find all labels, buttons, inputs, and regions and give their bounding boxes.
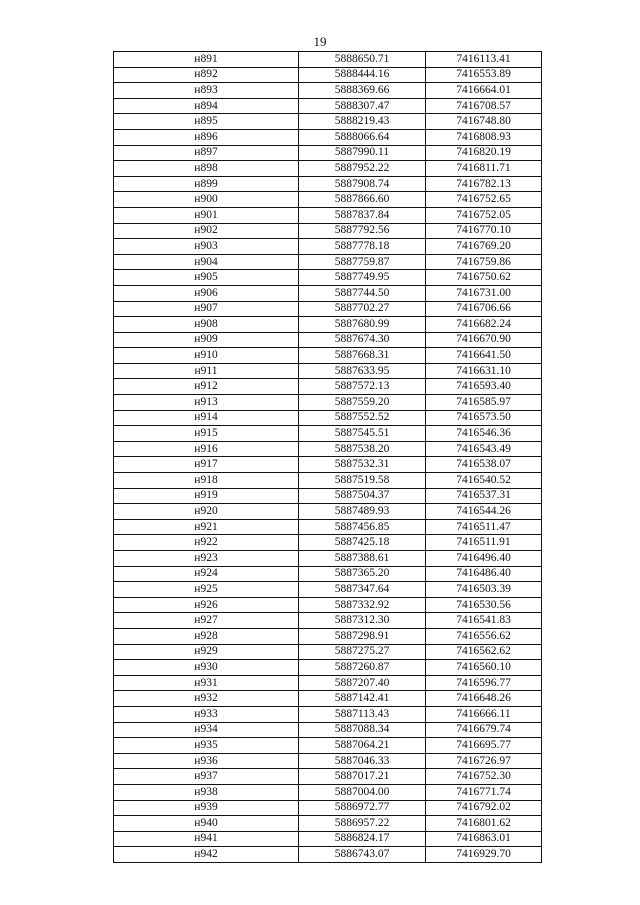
point-id-cell: н905 (114, 270, 299, 286)
table-row (114, 597, 542, 613)
point-id-cell: н909 (114, 332, 299, 348)
point-id-cell: н911 (114, 363, 299, 379)
point-id-cell: н939 (114, 800, 299, 816)
x-coordinate-cell: 5887260.87 (299, 660, 426, 676)
point-id-cell: н895 (114, 114, 299, 130)
x-coordinate-cell: 5887674.30 (299, 332, 426, 348)
point-id-cell: н926 (114, 597, 299, 613)
point-id-cell: н942 (114, 847, 299, 863)
point-id-cell: н918 (114, 473, 299, 489)
y-coordinate-cell: 7416811.71 (426, 161, 542, 177)
table-row (114, 410, 542, 426)
y-coordinate-cell: 7416486.40 (426, 566, 542, 582)
y-coordinate-cell: 7416748.80 (426, 114, 542, 130)
x-coordinate-cell: 5887365.20 (299, 566, 426, 582)
y-coordinate-cell: 7416641.50 (426, 348, 542, 364)
y-coordinate-cell: 7416541.83 (426, 613, 542, 629)
point-id-cell: н907 (114, 301, 299, 317)
table-row (114, 628, 542, 644)
x-coordinate-cell: 5887680.99 (299, 317, 426, 333)
x-coordinate-cell: 5888219.43 (299, 114, 426, 130)
point-id-cell: н930 (114, 660, 299, 676)
x-coordinate-cell: 5886957.22 (299, 816, 426, 832)
point-id-cell: н902 (114, 223, 299, 239)
x-coordinate-cell: 5887559.20 (299, 395, 426, 411)
x-coordinate-cell: 5887504.37 (299, 488, 426, 504)
y-coordinate-cell: 7416556.62 (426, 628, 542, 644)
point-id-cell: н915 (114, 426, 299, 442)
table-row (114, 816, 542, 832)
point-id-cell: н931 (114, 675, 299, 691)
x-coordinate-cell: 5888369.66 (299, 83, 426, 99)
y-coordinate-cell: 7416596.77 (426, 675, 542, 691)
table-row (114, 52, 542, 68)
x-coordinate-cell: 5887572.13 (299, 379, 426, 395)
point-id-cell: н928 (114, 628, 299, 644)
table-row (114, 831, 542, 847)
point-id-cell: н891 (114, 52, 299, 68)
point-id-cell: н934 (114, 722, 299, 738)
table-row (114, 441, 542, 457)
y-coordinate-cell: 7416560.10 (426, 660, 542, 676)
y-coordinate-cell: 7416664.01 (426, 83, 542, 99)
y-coordinate-cell: 7416496.40 (426, 551, 542, 567)
point-id-cell: н937 (114, 769, 299, 785)
y-coordinate-cell: 7416511.91 (426, 535, 542, 551)
y-coordinate-cell: 7416544.26 (426, 504, 542, 520)
point-id-cell: н894 (114, 98, 299, 114)
table-row (114, 317, 542, 333)
x-coordinate-cell: 5887489.93 (299, 504, 426, 520)
table-row (114, 254, 542, 270)
y-coordinate-cell: 7416695.77 (426, 738, 542, 754)
x-coordinate-cell: 5887275.27 (299, 644, 426, 660)
table-row (114, 301, 542, 317)
x-coordinate-cell: 5887778.18 (299, 239, 426, 255)
x-coordinate-cell: 5887088.34 (299, 722, 426, 738)
table-row (114, 332, 542, 348)
table-row (114, 161, 542, 177)
x-coordinate-cell: 5887046.33 (299, 753, 426, 769)
y-coordinate-cell: 7416503.39 (426, 582, 542, 598)
x-coordinate-cell: 5887017.21 (299, 769, 426, 785)
y-coordinate-cell: 7416585.97 (426, 395, 542, 411)
table-row (114, 114, 542, 130)
table-row (114, 176, 542, 192)
x-coordinate-cell: 5887744.50 (299, 285, 426, 301)
table-row (114, 582, 542, 598)
x-coordinate-cell: 5887425.18 (299, 535, 426, 551)
y-coordinate-cell: 7416929.70 (426, 847, 542, 863)
y-coordinate-cell: 7416511.47 (426, 519, 542, 535)
x-coordinate-cell: 5887064.21 (299, 738, 426, 754)
x-coordinate-cell: 5887908.74 (299, 176, 426, 192)
table-row (114, 675, 542, 691)
table-row (114, 363, 542, 379)
y-coordinate-cell: 7416666.11 (426, 706, 542, 722)
table-row (114, 613, 542, 629)
x-coordinate-cell: 5886743.07 (299, 847, 426, 863)
x-coordinate-cell: 5887332.92 (299, 597, 426, 613)
point-id-cell: н941 (114, 831, 299, 847)
point-id-cell: н893 (114, 83, 299, 99)
point-id-cell: н933 (114, 706, 299, 722)
table-row (114, 98, 542, 114)
y-coordinate-cell: 7416631.10 (426, 363, 542, 379)
y-coordinate-cell: 7416750.62 (426, 270, 542, 286)
point-id-cell: н921 (114, 519, 299, 535)
y-coordinate-cell: 7416726.97 (426, 753, 542, 769)
point-id-cell: н936 (114, 753, 299, 769)
table-row (114, 847, 542, 863)
x-coordinate-cell: 5887702.27 (299, 301, 426, 317)
x-coordinate-cell: 5887633.95 (299, 363, 426, 379)
y-coordinate-cell: 7416562.62 (426, 644, 542, 660)
point-id-cell: н901 (114, 207, 299, 223)
y-coordinate-cell: 7416708.57 (426, 98, 542, 114)
table-row (114, 457, 542, 473)
table-row (114, 769, 542, 785)
table-row (114, 239, 542, 255)
table-row (114, 83, 542, 99)
table-row (114, 207, 542, 223)
y-coordinate-cell: 7416573.50 (426, 410, 542, 426)
point-id-cell: н912 (114, 379, 299, 395)
x-coordinate-cell: 5887837.84 (299, 207, 426, 223)
x-coordinate-cell: 5886972.77 (299, 800, 426, 816)
table-row (114, 129, 542, 145)
x-coordinate-cell: 5887312.30 (299, 613, 426, 629)
x-coordinate-cell: 5887538.20 (299, 441, 426, 457)
y-coordinate-cell: 7416808.93 (426, 129, 542, 145)
point-id-cell: н898 (114, 161, 299, 177)
x-coordinate-cell: 5887298.91 (299, 628, 426, 644)
y-coordinate-cell: 7416782.13 (426, 176, 542, 192)
y-coordinate-cell: 7416863.01 (426, 831, 542, 847)
y-coordinate-cell: 7416538.07 (426, 457, 542, 473)
point-id-cell: н899 (114, 176, 299, 192)
x-coordinate-cell: 5887456.85 (299, 519, 426, 535)
point-id-cell: н917 (114, 457, 299, 473)
y-coordinate-cell: 7416731.00 (426, 285, 542, 301)
table-row (114, 644, 542, 660)
point-id-cell: н929 (114, 644, 299, 660)
y-coordinate-cell: 7416820.19 (426, 145, 542, 161)
x-coordinate-cell: 5887519.58 (299, 473, 426, 489)
table-row (114, 192, 542, 208)
x-coordinate-cell: 5887142.41 (299, 691, 426, 707)
point-id-cell: н908 (114, 317, 299, 333)
point-id-cell: н940 (114, 816, 299, 832)
point-id-cell: н920 (114, 504, 299, 520)
y-coordinate-cell: 7416543.49 (426, 441, 542, 457)
table-row (114, 348, 542, 364)
point-id-cell: н919 (114, 488, 299, 504)
table-row (114, 784, 542, 800)
y-coordinate-cell: 7416648.26 (426, 691, 542, 707)
point-id-cell: н896 (114, 129, 299, 145)
y-coordinate-cell: 7416553.89 (426, 67, 542, 83)
point-id-cell: н925 (114, 582, 299, 598)
table-row (114, 145, 542, 161)
point-id-cell: н923 (114, 551, 299, 567)
y-coordinate-cell: 7416113.41 (426, 52, 542, 68)
table-row (114, 660, 542, 676)
x-coordinate-cell: 5887668.31 (299, 348, 426, 364)
table-row (114, 395, 542, 411)
point-id-cell: н910 (114, 348, 299, 364)
y-coordinate-cell: 7416759.86 (426, 254, 542, 270)
point-id-cell: н932 (114, 691, 299, 707)
table-row (114, 738, 542, 754)
point-id-cell: н938 (114, 784, 299, 800)
y-coordinate-cell: 7416540.52 (426, 473, 542, 489)
y-coordinate-cell: 7416670.90 (426, 332, 542, 348)
point-id-cell: н916 (114, 441, 299, 457)
coordinates-table-body (114, 52, 542, 863)
table-row (114, 551, 542, 567)
y-coordinate-cell: 7416792.02 (426, 800, 542, 816)
table-row (114, 285, 542, 301)
x-coordinate-cell: 5887749.95 (299, 270, 426, 286)
y-coordinate-cell: 7416530.56 (426, 597, 542, 613)
point-id-cell: н924 (114, 566, 299, 582)
point-id-cell: н897 (114, 145, 299, 161)
x-coordinate-cell: 5887952.22 (299, 161, 426, 177)
x-coordinate-cell: 5887532.31 (299, 457, 426, 473)
table-row (114, 535, 542, 551)
x-coordinate-cell: 5887347.64 (299, 582, 426, 598)
y-coordinate-cell: 7416770.10 (426, 223, 542, 239)
table-row (114, 800, 542, 816)
table-row (114, 691, 542, 707)
table-row (114, 566, 542, 582)
y-coordinate-cell: 7416769.20 (426, 239, 542, 255)
y-coordinate-cell: 7416706.66 (426, 301, 542, 317)
table-row (114, 223, 542, 239)
table-row (114, 473, 542, 489)
y-coordinate-cell: 7416801.62 (426, 816, 542, 832)
x-coordinate-cell: 5888066.64 (299, 129, 426, 145)
x-coordinate-cell: 5887552.52 (299, 410, 426, 426)
y-coordinate-cell: 7416682.24 (426, 317, 542, 333)
point-id-cell: н913 (114, 395, 299, 411)
table-row (114, 753, 542, 769)
point-id-cell: н892 (114, 67, 299, 83)
x-coordinate-cell: 5887388.61 (299, 551, 426, 567)
point-id-cell: н904 (114, 254, 299, 270)
y-coordinate-cell: 7416593.40 (426, 379, 542, 395)
x-coordinate-cell: 5888444.16 (299, 67, 426, 83)
x-coordinate-cell: 5888307.47 (299, 98, 426, 114)
table-row (114, 488, 542, 504)
x-coordinate-cell: 5887207.40 (299, 675, 426, 691)
x-coordinate-cell: 5887990.11 (299, 145, 426, 161)
table-row (114, 722, 542, 738)
y-coordinate-cell: 7416679.74 (426, 722, 542, 738)
y-coordinate-cell: 7416752.30 (426, 769, 542, 785)
y-coordinate-cell: 7416771.74 (426, 784, 542, 800)
table-row (114, 706, 542, 722)
point-id-cell: н903 (114, 239, 299, 255)
table-row (114, 426, 542, 442)
table-row (114, 379, 542, 395)
point-id-cell: н927 (114, 613, 299, 629)
point-id-cell: н935 (114, 738, 299, 754)
point-id-cell: н906 (114, 285, 299, 301)
x-coordinate-cell: 5887866.60 (299, 192, 426, 208)
y-coordinate-cell: 7416752.05 (426, 207, 542, 223)
x-coordinate-cell: 5887792.56 (299, 223, 426, 239)
table-row (114, 67, 542, 83)
y-coordinate-cell: 7416546.36 (426, 426, 542, 442)
y-coordinate-cell: 7416537.31 (426, 488, 542, 504)
x-coordinate-cell: 5887004.00 (299, 784, 426, 800)
table-row (114, 270, 542, 286)
x-coordinate-cell: 5887545.51 (299, 426, 426, 442)
coordinates-table (113, 51, 542, 863)
table-row (114, 504, 542, 520)
x-coordinate-cell: 5887759.87 (299, 254, 426, 270)
page-number: 19 (313, 34, 327, 49)
x-coordinate-cell: 5886824.17 (299, 831, 426, 847)
x-coordinate-cell: 5887113.43 (299, 706, 426, 722)
y-coordinate-cell: 7416752.65 (426, 192, 542, 208)
point-id-cell: н922 (114, 535, 299, 551)
point-id-cell: н914 (114, 410, 299, 426)
point-id-cell: н900 (114, 192, 299, 208)
table-row (114, 519, 542, 535)
x-coordinate-cell: 5888650.71 (299, 52, 426, 68)
